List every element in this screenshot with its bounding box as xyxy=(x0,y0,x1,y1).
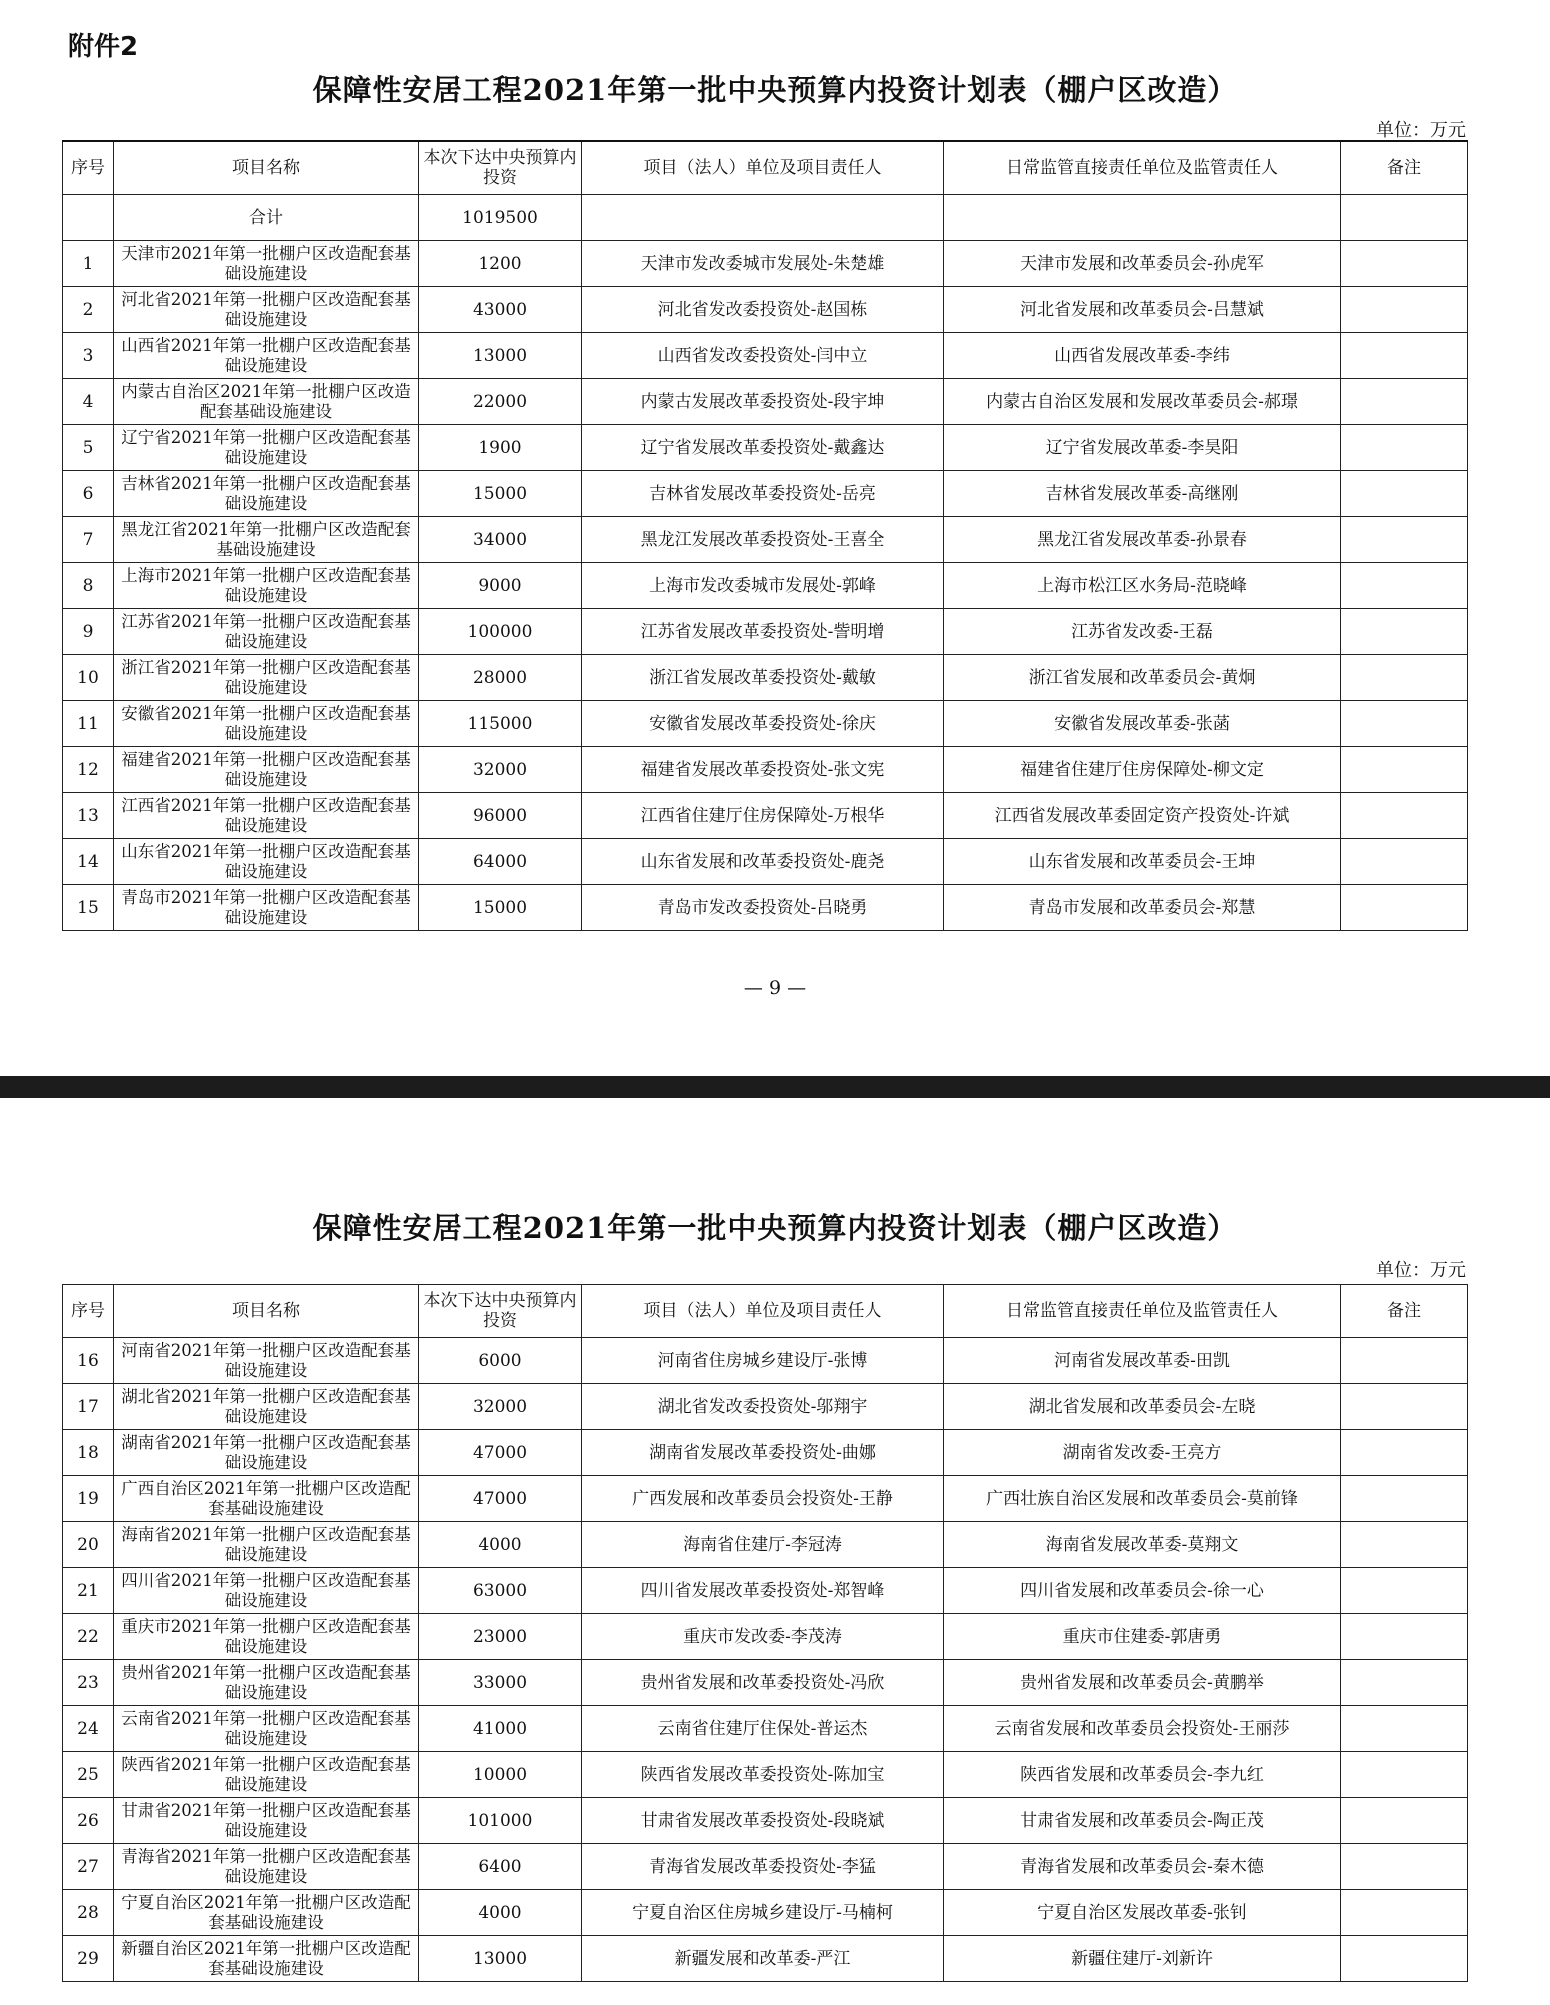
cell-amount: 32000 xyxy=(419,747,582,793)
cell-amount: 47000 xyxy=(419,1476,582,1522)
table-row xyxy=(63,885,1468,931)
cell-owner: 云南省住建厅住保处-普运杰 xyxy=(582,1706,944,1752)
cell-supervisor: 广西壮族自治区发展和改革委员会-莫前锋 xyxy=(944,1476,1341,1522)
cell-project-name: 云南省2021年第一批棚户区改造配套基础设施建设 xyxy=(114,1706,419,1752)
cell-seq: 23 xyxy=(63,1660,114,1706)
cell-remark xyxy=(1341,1798,1468,1844)
cell-remark xyxy=(1341,655,1468,701)
header-seq: 序号 xyxy=(63,141,114,195)
cell-supervisor: 青海省发展和改革委员会-秦木德 xyxy=(944,1844,1341,1890)
cell-project-name: 浙江省2021年第一批棚户区改造配套基础设施建设 xyxy=(114,655,419,701)
cell-supervisor: 湖北省发展和改革委员会-左晓 xyxy=(944,1384,1341,1430)
attachment-label: 附件2 xyxy=(68,32,139,62)
cell-owner: 宁夏自治区住房城乡建设厅-马楠柯 xyxy=(582,1890,944,1936)
table-row xyxy=(63,287,1468,333)
cell-seq: 10 xyxy=(63,655,114,701)
table-row xyxy=(63,1568,1468,1614)
table-row xyxy=(63,747,1468,793)
cell-amount: 43000 xyxy=(419,287,582,333)
cell-amount: 22000 xyxy=(419,379,582,425)
cell-owner: 河南省住房城乡建设厅-张博 xyxy=(582,1338,944,1384)
table-row xyxy=(63,609,1468,655)
cell-remark xyxy=(1341,1890,1468,1936)
cell-seq: 25 xyxy=(63,1752,114,1798)
cell-project-name: 安徽省2021年第一批棚户区改造配套基础设施建设 xyxy=(114,701,419,747)
cell-supervisor: 江苏省发改委-王磊 xyxy=(944,609,1341,655)
cell-seq: 9 xyxy=(63,609,114,655)
cell-project-name: 陕西省2021年第一批棚户区改造配套基础设施建设 xyxy=(114,1752,419,1798)
cell-project-name: 上海市2021年第一批棚户区改造配套基础设施建设 xyxy=(114,563,419,609)
cell-amount: 6400 xyxy=(419,1844,582,1890)
cell-remark xyxy=(1341,1384,1468,1430)
cell-owner: 黑龙江发展改革委投资处-王喜全 xyxy=(582,517,944,563)
table-row xyxy=(63,563,1468,609)
table-row xyxy=(63,839,1468,885)
cell-supervisor: 四川省发展和改革委员会-徐一心 xyxy=(944,1568,1341,1614)
cell-remark xyxy=(1341,1844,1468,1890)
cell-remark xyxy=(1341,1752,1468,1798)
cell-project-name: 湖南省2021年第一批棚户区改造配套基础设施建设 xyxy=(114,1430,419,1476)
cell-owner: 广西发展和改革委员会投资处-王静 xyxy=(582,1476,944,1522)
cell-amount: 64000 xyxy=(419,839,582,885)
header-supervisor: 日常监管直接责任单位及监管责任人 xyxy=(944,1285,1341,1338)
cell-amount: 9000 xyxy=(419,563,582,609)
cell-amount: 1900 xyxy=(419,425,582,471)
cell-project-name: 新疆自治区2021年第一批棚户区改造配套基础设施建设 xyxy=(114,1936,419,1982)
cell-seq: 6 xyxy=(63,471,114,517)
cell-supervisor: 内蒙古自治区发展和发展改革委员会-郝璟 xyxy=(944,379,1341,425)
cell-amount: 10000 xyxy=(419,1752,582,1798)
total-owner xyxy=(582,195,944,241)
header-supervisor: 日常监管直接责任单位及监管责任人 xyxy=(944,141,1341,195)
cell-seq: 8 xyxy=(63,563,114,609)
table-row xyxy=(63,333,1468,379)
cell-amount: 15000 xyxy=(419,885,582,931)
cell-project-name: 河南省2021年第一批棚户区改造配套基础设施建设 xyxy=(114,1338,419,1384)
cell-remark xyxy=(1341,241,1468,287)
table-row xyxy=(63,1706,1468,1752)
cell-supervisor: 安徽省发展改革委-张菡 xyxy=(944,701,1341,747)
cell-owner: 浙江省发展改革委投资处-戴敏 xyxy=(582,655,944,701)
cell-project-name: 青岛市2021年第一批棚户区改造配套基础设施建设 xyxy=(114,885,419,931)
total-amount: 1019500 xyxy=(419,195,582,241)
cell-project-name: 甘肃省2021年第一批棚户区改造配套基础设施建设 xyxy=(114,1798,419,1844)
cell-amount: 115000 xyxy=(419,701,582,747)
cell-owner: 上海市发改委城市发展处-郭峰 xyxy=(582,563,944,609)
cell-seq: 1 xyxy=(63,241,114,287)
cell-seq: 26 xyxy=(63,1798,114,1844)
table-row xyxy=(63,1522,1468,1568)
cell-project-name: 宁夏自治区2021年第一批棚户区改造配套基础设施建设 xyxy=(114,1890,419,1936)
header-amount: 本次下达中央预算内投资 xyxy=(419,141,582,195)
header-owner: 项目（法人）单位及项目责任人 xyxy=(582,141,944,195)
cell-project-name: 天津市2021年第一批棚户区改造配套基础设施建设 xyxy=(114,241,419,287)
table-header-row xyxy=(63,1285,1468,1338)
investment-table-page2 xyxy=(62,1284,1468,1982)
cell-seq: 16 xyxy=(63,1338,114,1384)
cell-supervisor: 山东省发展和改革委员会-王坤 xyxy=(944,839,1341,885)
cell-owner: 重庆市发改委-李茂涛 xyxy=(582,1614,944,1660)
table-row xyxy=(63,1752,1468,1798)
cell-seq: 28 xyxy=(63,1890,114,1936)
cell-seq: 18 xyxy=(63,1430,114,1476)
cell-supervisor: 河北省发展和改革委员会-吕慧斌 xyxy=(944,287,1341,333)
cell-supervisor: 新疆住建厅-刘新许 xyxy=(944,1936,1341,1982)
cell-remark xyxy=(1341,1338,1468,1384)
cell-remark xyxy=(1341,287,1468,333)
table-row xyxy=(63,1338,1468,1384)
cell-remark xyxy=(1341,1706,1468,1752)
cell-amount: 47000 xyxy=(419,1430,582,1476)
cell-owner: 山东省发展和改革委投资处-鹿尧 xyxy=(582,839,944,885)
page-number: — 9 — xyxy=(743,977,807,999)
table-row xyxy=(63,1660,1468,1706)
cell-owner: 辽宁省发展改革委投资处-戴鑫达 xyxy=(582,425,944,471)
cell-seq: 7 xyxy=(63,517,114,563)
cell-remark xyxy=(1341,885,1468,931)
cell-supervisor: 福建省住建厅住房保障处-柳文定 xyxy=(944,747,1341,793)
cell-seq: 2 xyxy=(63,287,114,333)
cell-seq: 13 xyxy=(63,793,114,839)
cell-seq: 24 xyxy=(63,1706,114,1752)
cell-owner: 青海省发展改革委投资处-李猛 xyxy=(582,1844,944,1890)
cell-supervisor: 重庆市住建委-郭唐勇 xyxy=(944,1614,1341,1660)
cell-project-name: 内蒙古自治区2021年第一批棚户区改造配套基础设施建设 xyxy=(114,379,419,425)
cell-amount: 34000 xyxy=(419,517,582,563)
cell-owner: 内蒙古发展改革委投资处-段宇坤 xyxy=(582,379,944,425)
cell-amount: 4000 xyxy=(419,1890,582,1936)
cell-owner: 湖北省发改委投资处-邬翔宇 xyxy=(582,1384,944,1430)
investment-table-page1 xyxy=(62,140,1468,931)
table-row xyxy=(63,425,1468,471)
table-row xyxy=(63,1798,1468,1844)
cell-remark xyxy=(1341,1936,1468,1982)
cell-remark xyxy=(1341,747,1468,793)
table-row xyxy=(63,379,1468,425)
cell-supervisor: 青岛市发展和改革委员会-郑慧 xyxy=(944,885,1341,931)
cell-amount: 4000 xyxy=(419,1522,582,1568)
unit-label-2: 单位：万元 xyxy=(1376,1260,1466,1281)
total-seq xyxy=(63,195,114,241)
cell-owner: 江苏省发展改革委投资处-訾明增 xyxy=(582,609,944,655)
cell-remark xyxy=(1341,793,1468,839)
cell-supervisor: 辽宁省发展改革委-李昊阳 xyxy=(944,425,1341,471)
cell-project-name: 重庆市2021年第一批棚户区改造配套基础设施建设 xyxy=(114,1614,419,1660)
cell-remark xyxy=(1341,517,1468,563)
cell-owner: 天津市发改委城市发展处-朱楚雄 xyxy=(582,241,944,287)
cell-supervisor: 河南省发展改革委-田凯 xyxy=(944,1338,1341,1384)
cell-supervisor: 贵州省发展和改革委员会-黄鹏举 xyxy=(944,1660,1341,1706)
cell-remark xyxy=(1341,1430,1468,1476)
cell-remark xyxy=(1341,1522,1468,1568)
header-seq: 序号 xyxy=(63,1285,114,1338)
cell-project-name: 海南省2021年第一批棚户区改造配套基础设施建设 xyxy=(114,1522,419,1568)
cell-seq: 22 xyxy=(63,1614,114,1660)
cell-seq: 17 xyxy=(63,1384,114,1430)
header-amount: 本次下达中央预算内投资 xyxy=(419,1285,582,1338)
cell-owner: 安徽省发展改革委投资处-徐庆 xyxy=(582,701,944,747)
table-row xyxy=(63,241,1468,287)
cell-amount: 41000 xyxy=(419,1706,582,1752)
cell-seq: 15 xyxy=(63,885,114,931)
cell-remark xyxy=(1341,839,1468,885)
cell-supervisor: 黑龙江省发展改革委-孙景春 xyxy=(944,517,1341,563)
cell-owner: 新疆发展和改革委-严江 xyxy=(582,1936,944,1982)
page-divider xyxy=(0,1076,1550,1098)
cell-owner: 陕西省发展改革委投资处-陈加宝 xyxy=(582,1752,944,1798)
table-row xyxy=(63,517,1468,563)
cell-owner: 山西省发改委投资处-闫中立 xyxy=(582,333,944,379)
cell-supervisor: 海南省发展改革委-莫翔文 xyxy=(944,1522,1341,1568)
table-row xyxy=(63,1384,1468,1430)
cell-seq: 5 xyxy=(63,425,114,471)
cell-supervisor: 湖南省发改委-王亮方 xyxy=(944,1430,1341,1476)
cell-project-name: 广西自治区2021年第一批棚户区改造配套基础设施建设 xyxy=(114,1476,419,1522)
cell-owner: 湖南省发展改革委投资处-曲娜 xyxy=(582,1430,944,1476)
cell-project-name: 辽宁省2021年第一批棚户区改造配套基础设施建设 xyxy=(114,425,419,471)
cell-project-name: 青海省2021年第一批棚户区改造配套基础设施建设 xyxy=(114,1844,419,1890)
total-row xyxy=(63,195,1468,241)
cell-owner: 吉林省发展改革委投资处-岳亮 xyxy=(582,471,944,517)
cell-remark xyxy=(1341,609,1468,655)
cell-project-name: 山东省2021年第一批棚户区改造配套基础设施建设 xyxy=(114,839,419,885)
cell-remark xyxy=(1341,379,1468,425)
cell-project-name: 吉林省2021年第一批棚户区改造配套基础设施建设 xyxy=(114,471,419,517)
cell-amount: 13000 xyxy=(419,1936,582,1982)
table-header-row xyxy=(63,141,1468,195)
cell-owner: 江西省住建厅住房保障处-万根华 xyxy=(582,793,944,839)
table-row xyxy=(63,701,1468,747)
table-row xyxy=(63,1430,1468,1476)
cell-remark xyxy=(1341,471,1468,517)
cell-owner: 四川省发展改革委投资处-郑智峰 xyxy=(582,1568,944,1614)
table-row xyxy=(63,655,1468,701)
header-owner: 项目（法人）单位及项目责任人 xyxy=(582,1285,944,1338)
table-row xyxy=(63,1890,1468,1936)
cell-amount: 13000 xyxy=(419,333,582,379)
page-title-2: 保障性安居工程2021年第一批中央预算内投资计划表（棚户区改造） xyxy=(312,1211,1238,1245)
header-remark: 备注 xyxy=(1341,1285,1468,1338)
header-name: 项目名称 xyxy=(114,141,419,195)
cell-supervisor: 江西省发展改革委固定资产投资处-许斌 xyxy=(944,793,1341,839)
table-row xyxy=(63,1476,1468,1522)
cell-supervisor: 云南省发展和改革委员会投资处-王丽莎 xyxy=(944,1706,1341,1752)
cell-remark xyxy=(1341,1614,1468,1660)
cell-owner: 河北省发改委投资处-赵国栋 xyxy=(582,287,944,333)
cell-project-name: 江苏省2021年第一批棚户区改造配套基础设施建设 xyxy=(114,609,419,655)
cell-amount: 28000 xyxy=(419,655,582,701)
cell-seq: 14 xyxy=(63,839,114,885)
table-row xyxy=(63,1844,1468,1890)
cell-supervisor: 吉林省发展改革委-高继刚 xyxy=(944,471,1341,517)
cell-seq: 12 xyxy=(63,747,114,793)
cell-project-name: 贵州省2021年第一批棚户区改造配套基础设施建设 xyxy=(114,1660,419,1706)
cell-seq: 11 xyxy=(63,701,114,747)
cell-remark xyxy=(1341,1476,1468,1522)
cell-supervisor: 山西省发展改革委-李纬 xyxy=(944,333,1341,379)
cell-amount: 1200 xyxy=(419,241,582,287)
cell-supervisor: 上海市松江区水务局-范晓峰 xyxy=(944,563,1341,609)
cell-amount: 100000 xyxy=(419,609,582,655)
cell-project-name: 河北省2021年第一批棚户区改造配套基础设施建设 xyxy=(114,287,419,333)
cell-remark xyxy=(1341,563,1468,609)
cell-project-name: 四川省2021年第一批棚户区改造配套基础设施建设 xyxy=(114,1568,419,1614)
cell-amount: 101000 xyxy=(419,1798,582,1844)
cell-project-name: 福建省2021年第一批棚户区改造配套基础设施建设 xyxy=(114,747,419,793)
cell-remark xyxy=(1341,1660,1468,1706)
header-remark: 备注 xyxy=(1341,141,1468,195)
cell-project-name: 湖北省2021年第一批棚户区改造配套基础设施建设 xyxy=(114,1384,419,1430)
total-label: 合计 xyxy=(114,195,419,241)
cell-seq: 20 xyxy=(63,1522,114,1568)
cell-seq: 19 xyxy=(63,1476,114,1522)
cell-supervisor: 甘肃省发展和改革委员会-陶正茂 xyxy=(944,1798,1341,1844)
header-name: 项目名称 xyxy=(114,1285,419,1338)
cell-owner: 甘肃省发展改革委投资处-段晓斌 xyxy=(582,1798,944,1844)
cell-amount: 33000 xyxy=(419,1660,582,1706)
table-row xyxy=(63,471,1468,517)
cell-remark xyxy=(1341,701,1468,747)
cell-amount: 63000 xyxy=(419,1568,582,1614)
cell-remark xyxy=(1341,425,1468,471)
cell-project-name: 黑龙江省2021年第一批棚户区改造配套基础设施建设 xyxy=(114,517,419,563)
cell-seq: 27 xyxy=(63,1844,114,1890)
cell-remark xyxy=(1341,333,1468,379)
cell-project-name: 山西省2021年第一批棚户区改造配套基础设施建设 xyxy=(114,333,419,379)
cell-owner: 福建省发展改革委投资处-张文宪 xyxy=(582,747,944,793)
total-remark xyxy=(1341,195,1468,241)
cell-amount: 6000 xyxy=(419,1338,582,1384)
cell-seq: 4 xyxy=(63,379,114,425)
cell-supervisor: 宁夏自治区发展改革委-张钊 xyxy=(944,1890,1341,1936)
cell-owner: 青岛市发改委投资处-吕晓勇 xyxy=(582,885,944,931)
cell-owner: 海南省住建厅-李冠涛 xyxy=(582,1522,944,1568)
table-row xyxy=(63,1614,1468,1660)
cell-seq: 21 xyxy=(63,1568,114,1614)
cell-supervisor: 天津市发展和改革委员会-孙虎军 xyxy=(944,241,1341,287)
cell-project-name: 江西省2021年第一批棚户区改造配套基础设施建设 xyxy=(114,793,419,839)
cell-amount: 23000 xyxy=(419,1614,582,1660)
table-row xyxy=(63,1936,1468,1982)
cell-amount: 96000 xyxy=(419,793,582,839)
cell-seq: 3 xyxy=(63,333,114,379)
cell-amount: 15000 xyxy=(419,471,582,517)
cell-supervisor: 浙江省发展和改革委员会-黄炯 xyxy=(944,655,1341,701)
cell-amount: 32000 xyxy=(419,1384,582,1430)
page-title: 保障性安居工程2021年第一批中央预算内投资计划表（棚户区改造） xyxy=(312,73,1238,107)
cell-remark xyxy=(1341,1568,1468,1614)
total-supervisor xyxy=(944,195,1341,241)
cell-seq: 29 xyxy=(63,1936,114,1982)
unit-label: 单位：万元 xyxy=(1376,120,1466,141)
table-row xyxy=(63,793,1468,839)
cell-supervisor: 陕西省发展和改革委员会-李九红 xyxy=(944,1752,1341,1798)
cell-owner: 贵州省发展和改革委投资处-冯欣 xyxy=(582,1660,944,1706)
